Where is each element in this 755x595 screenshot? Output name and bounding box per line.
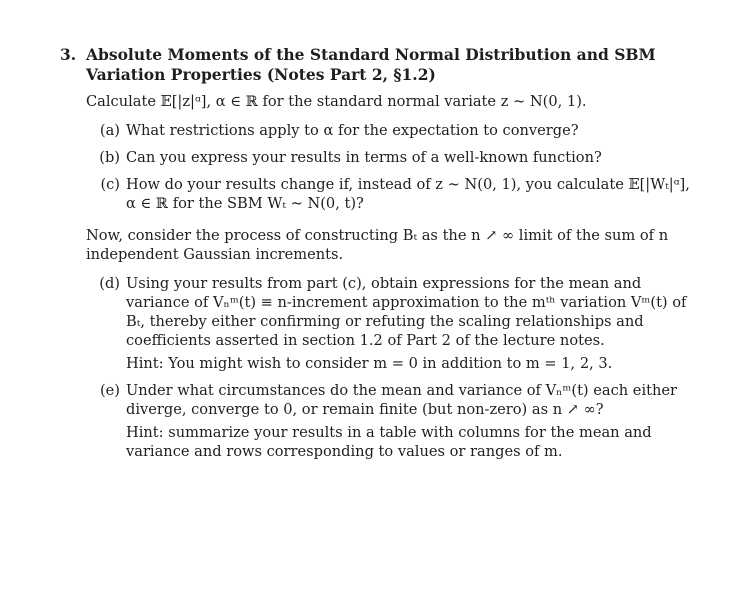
part-label: (b) bbox=[99, 149, 120, 166]
part-label: (d) bbox=[99, 275, 120, 292]
part-text: Can you express your results in terms of a well-known function? bbox=[126, 149, 602, 166]
problem-title: Absolute Moments of the Standard Normal Distribution and SBM Variation Properties (Notes Part 2, §1.2) bbox=[86, 45, 656, 84]
part-a bbox=[86, 121, 700, 140]
part-label: (a) bbox=[99, 122, 120, 139]
problem-section bbox=[60, 45, 700, 461]
parts-list-second bbox=[86, 274, 700, 461]
part-label: (c) bbox=[100, 176, 120, 193]
problem-intro: Calculate 𝔼[|z|ᵅ], α ∈ ℝ for the standard normal variate z ~ N(0, 1). bbox=[86, 93, 587, 110]
part-text: Under what circumstances do the mean and variance of Vₙᵐ(t) each either diverge, converge to 0, or remain finite (but non-zero) as n ↗ ∞? bbox=[126, 382, 677, 418]
part-label: (e) bbox=[99, 382, 120, 399]
part-hint: Hint: summarize your results in a table with columns for the mean and variance and rows corresponding to values or ranges of m. bbox=[126, 424, 652, 460]
part-d bbox=[86, 274, 700, 373]
middle-paragraph: Now, consider the process of constructing Bₜ as the n ↗ ∞ limit of the sum of n independent Gaussian increments. bbox=[86, 227, 669, 263]
parts-list-first bbox=[86, 121, 700, 213]
part-hint: Hint: You might wish to consider m = 0 in addition to m = 1, 2, 3. bbox=[126, 355, 613, 372]
part-e bbox=[86, 381, 700, 461]
problem-number: 3. bbox=[60, 45, 77, 64]
part-b bbox=[86, 148, 700, 167]
part-text: What restrictions apply to α for the expectation to converge? bbox=[126, 122, 579, 139]
part-text: How do your results change if, instead of z ~ N(0, 1), you calculate 𝔼[|Wₜ|ᵅ], α ∈ ℝ for the SBM Wₜ ~ N(0, t)? bbox=[126, 176, 690, 212]
part-c bbox=[86, 175, 700, 213]
problem-heading bbox=[60, 45, 700, 85]
part-text: Using your results from part (c), obtain expressions for the mean and variance of Vₙᵐ(t) ≡ n-increment approximation to the mᵗʰ variation Vᵐ(t) of Bₜ, thereby either confirming or refuting the scaling relationships and coefficients asserted in section 1.2 of Part 2 of the lecture notes. bbox=[126, 275, 687, 349]
